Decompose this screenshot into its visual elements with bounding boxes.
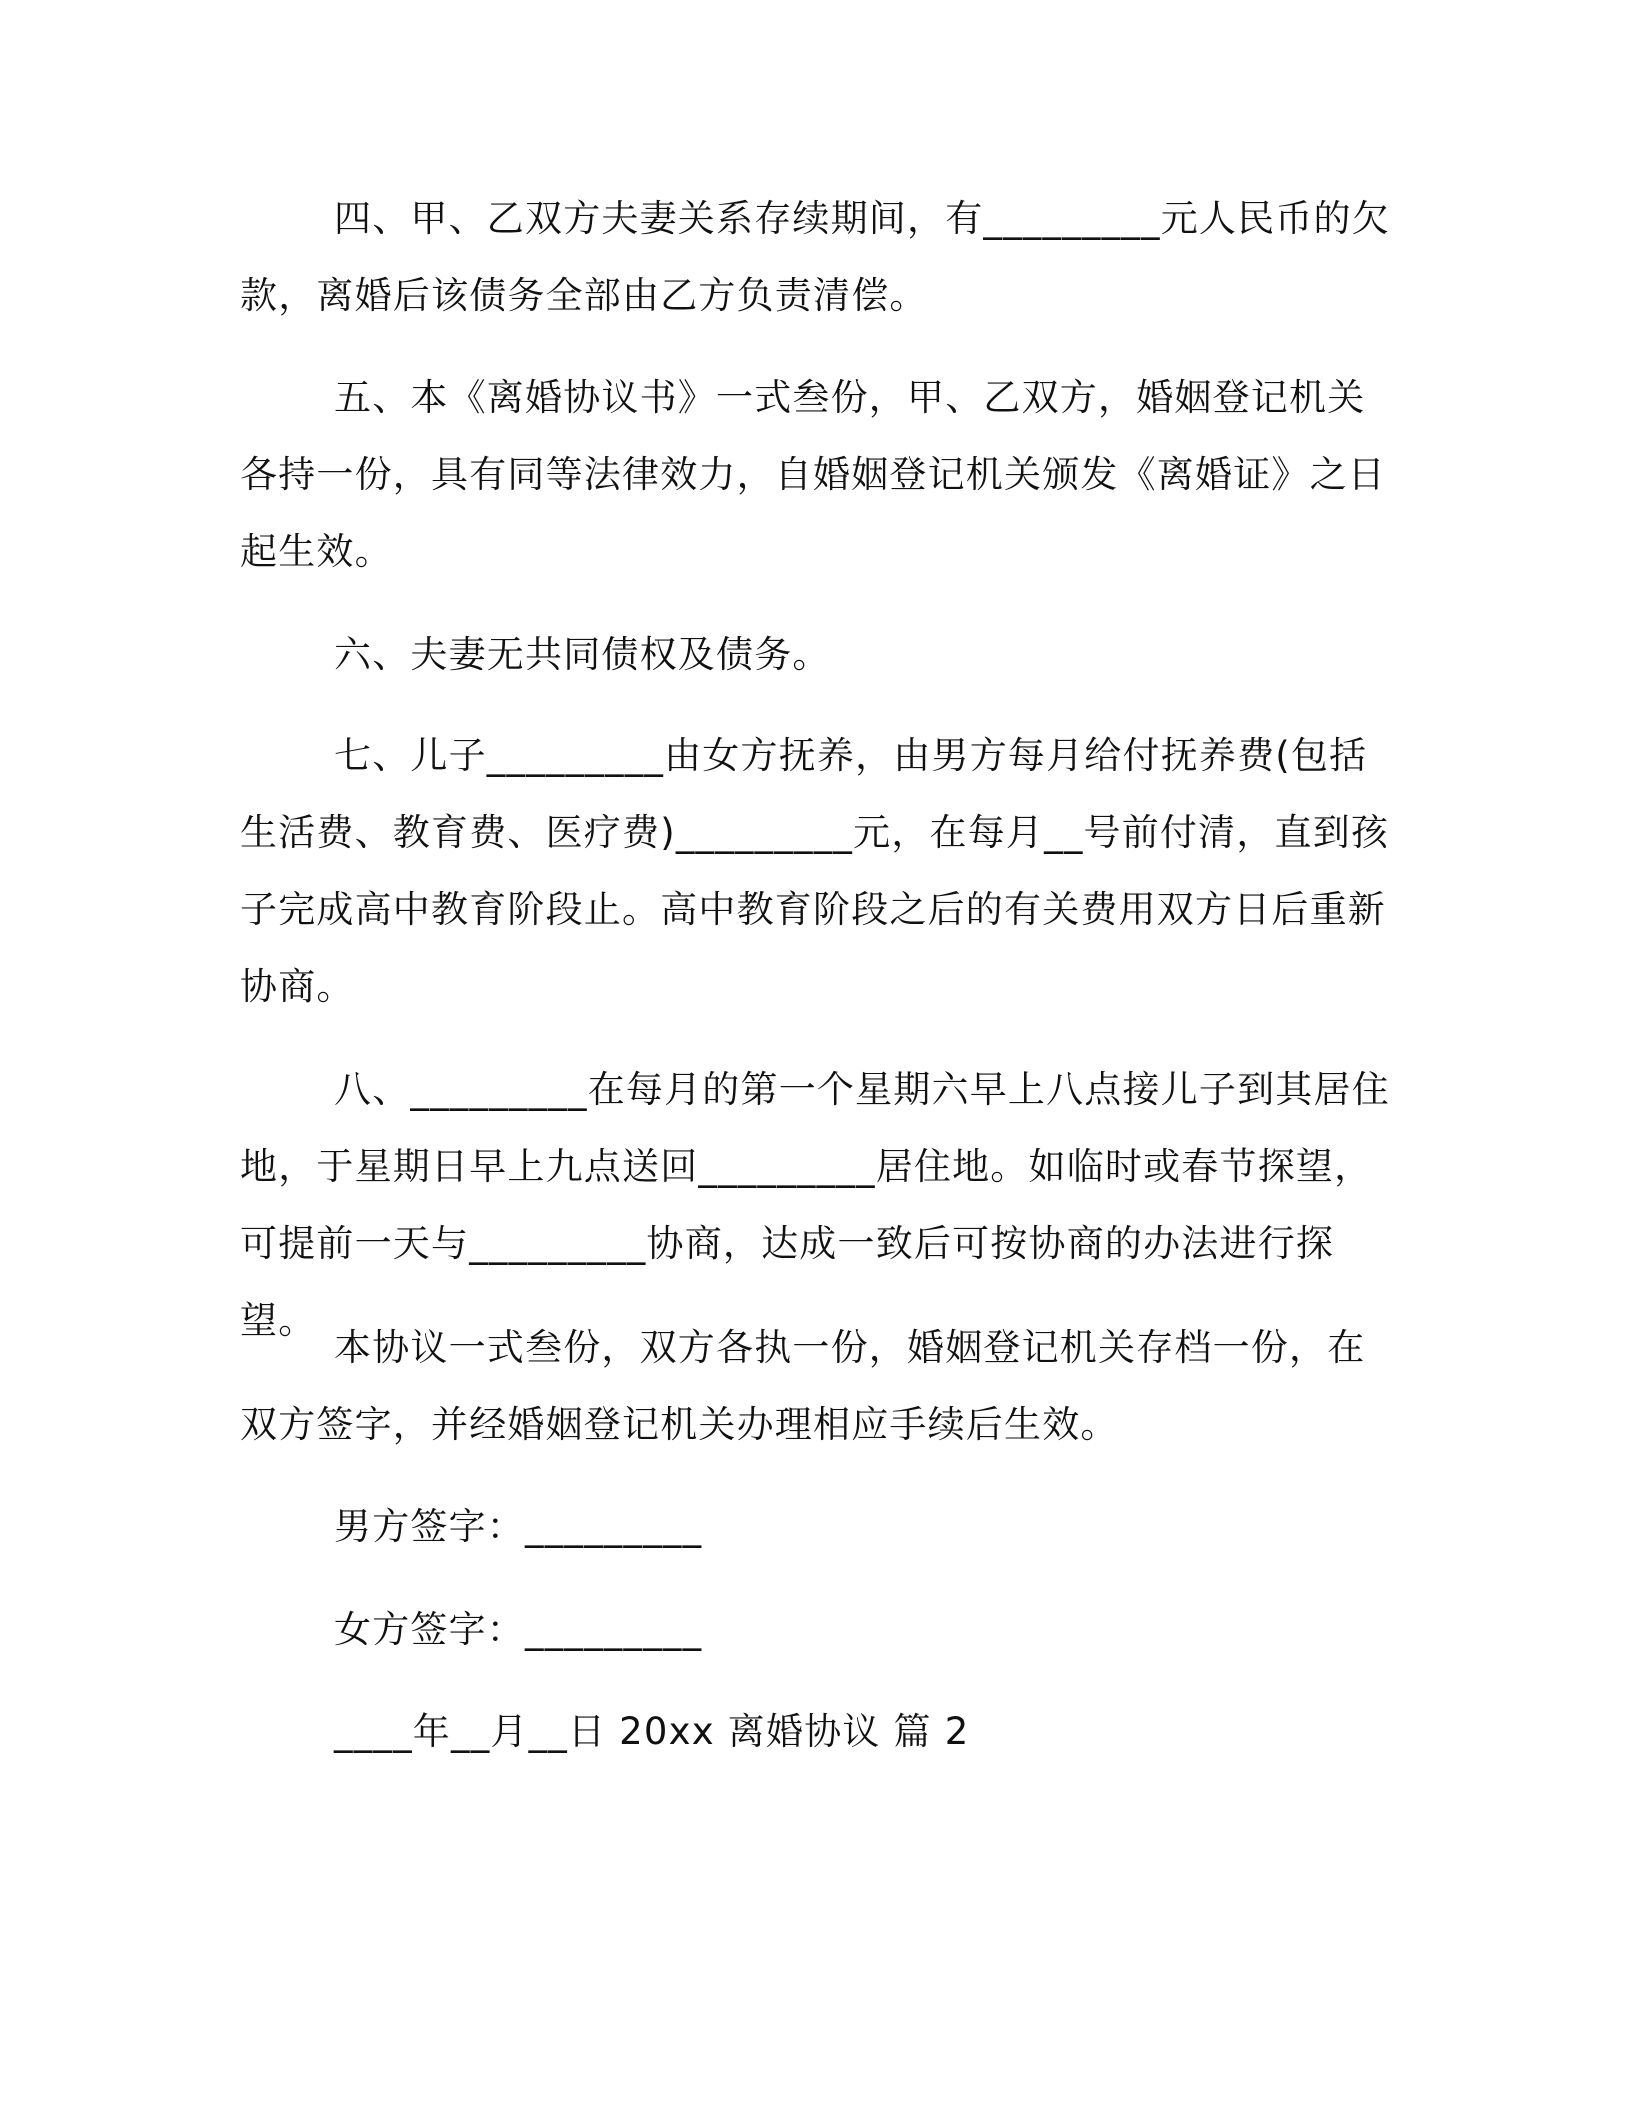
clause-seven: 七、儿子_________由女方抚养，由男方每月给付抚养费(包括生活费、教育费、医疗费)_________元，在每月__号前付清，直到孩子完成高中教育阶段止。高中教育阶段之后的有关费用双方日后重新协商。	[240, 734, 1390, 1008]
clause-eight: 八、_________在每月的第一个星期六早上八点接儿子到其居住地，于星期日早上九点送回_________居住地。如临时或春节探望，可提前一天与_________协商，达成一致后可按协商的办法进行探望。	[240, 1068, 1390, 1342]
clause-five: 五、本《离婚协议书》一式叁份，甲、乙双方，婚姻登记机关各持一份，具有同等法律效力，自婚姻登记机关颁发《离婚证》之日起生效。	[240, 376, 1386, 573]
agreement-copies-paragraph: 本协议一式叁份，双方各执一份，婚姻登记机关存档一份，在双方签字，并经婚姻登记机关办理相应手续后生效。	[240, 1326, 1366, 1446]
male-signature-line: 男方签字：_________	[334, 1505, 703, 1548]
date-line: ____年__月__日 20xx 离婚协议 篇 2	[334, 1710, 970, 1753]
clause-six: 六、夫妻无共同债权及债务。	[334, 633, 831, 676]
clause-four: 四、甲、乙双方夫妻关系存续期间，有_________元人民币的欠款，离婚后该债务全部由乙方负责清偿。	[240, 197, 1390, 317]
female-signature-line: 女方签字：_________	[334, 1608, 703, 1651]
